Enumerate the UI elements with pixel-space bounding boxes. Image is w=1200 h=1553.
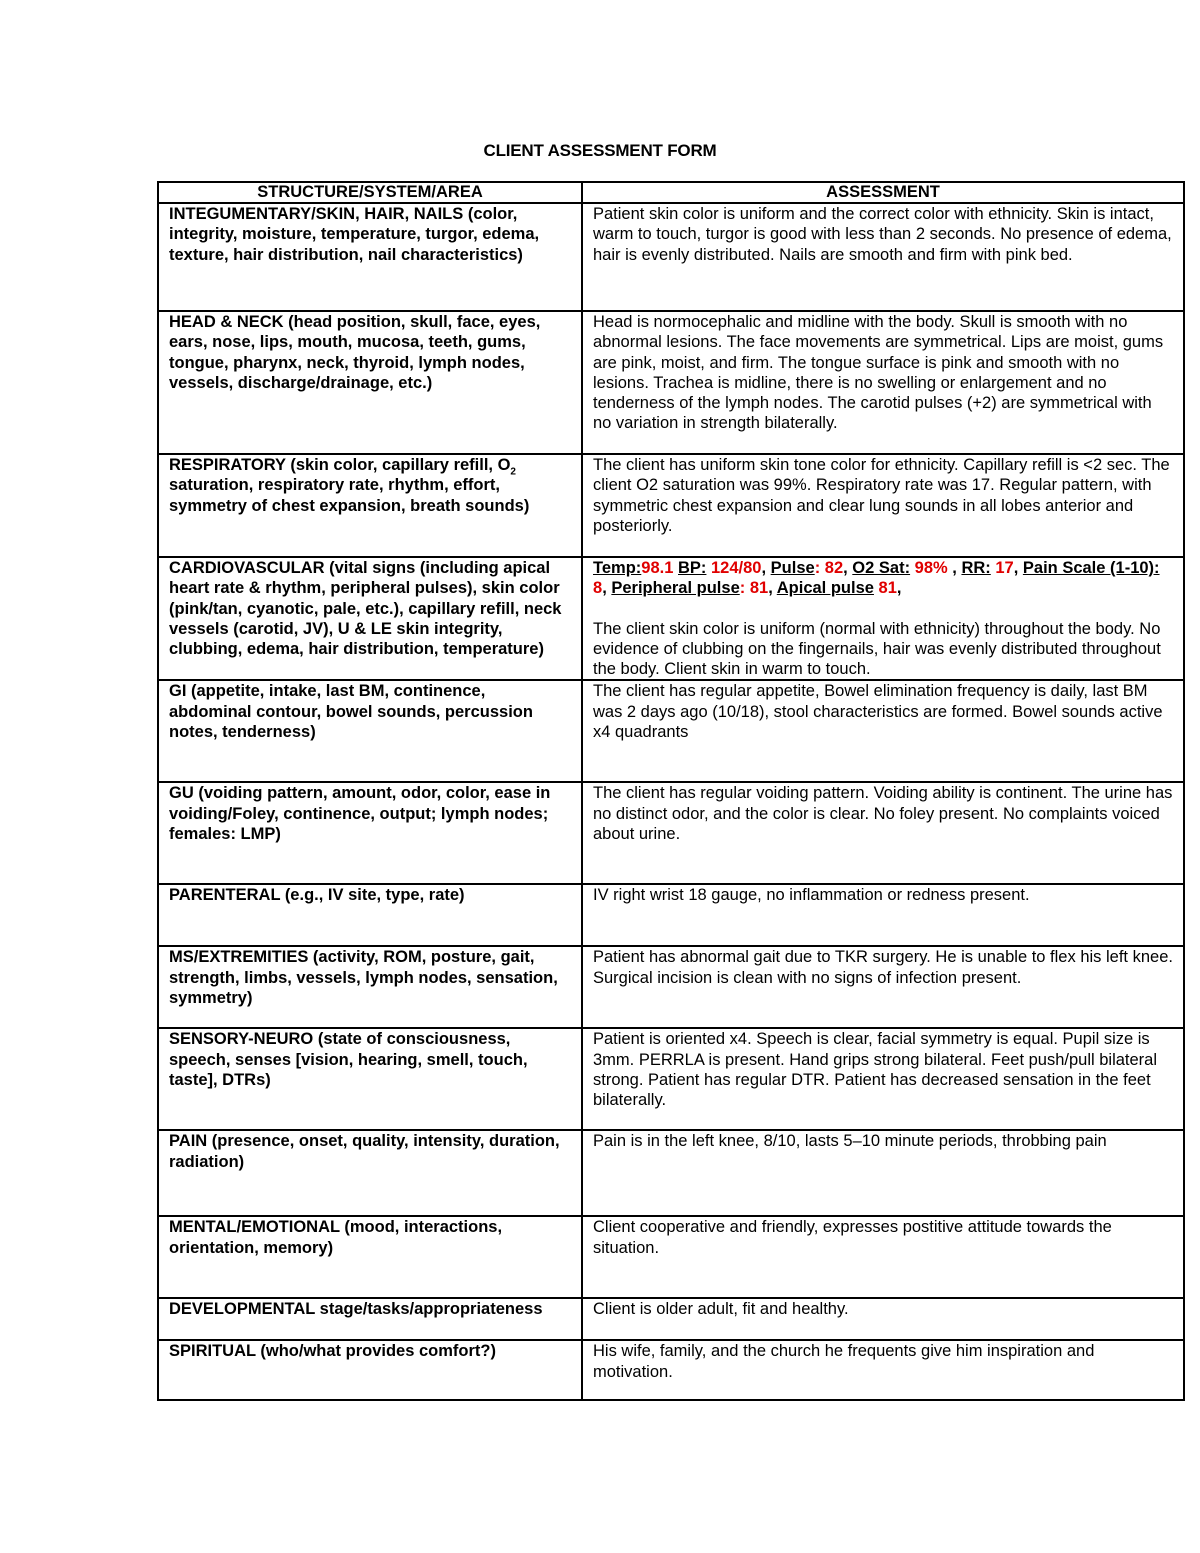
integumentary-area: INTEGUMENTARY/SKIN, HAIR, NAILS (color, integrity, moisture, temperature, turgor, edema, texture, hair distribution, nail characteristics) xyxy=(158,203,582,311)
vital-pain-scale: Pain Scale (1-10): 8, xyxy=(593,559,1160,598)
cardiovascular-assessment-cell xyxy=(582,557,1184,680)
ms-extremities-area: MS/EXTREMITIES (activity, ROM, posture, gait, strength, limbs, vessels, lymph nodes, sensation, symmetry) xyxy=(158,946,582,1028)
cardiovascular-assessment: The client skin color is uniform (normal with ethnicity) throughout the body. No evidence of clubbing on the fingernails, hair was evenly distributed throughout the body. Client skin in warm to touch. xyxy=(593,619,1161,679)
table-row xyxy=(158,311,1184,454)
developmental-area: DEVELOPMENTAL stage/tasks/appropriateness xyxy=(158,1298,582,1340)
vital-peripheral-pulse: Peripheral pulse: 81, xyxy=(611,579,777,598)
ms-extremities-assessment: Patient has abnormal gait due to TKR surgery. He is unable to flex his left knee. Surgical incision is clean with no signs of infection present. xyxy=(582,946,1184,1028)
pain-area: PAIN (presence, onset, quality, intensity, duration, radiation) xyxy=(158,1130,582,1216)
table-row xyxy=(158,1028,1184,1130)
table-header-row xyxy=(158,182,1184,203)
table-row xyxy=(158,203,1184,311)
table-row xyxy=(158,680,1184,782)
developmental-assessment: Client is older adult, fit and healthy. xyxy=(582,1298,1184,1340)
respiratory-assessment: The client has uniform skin tone color for ethnicity. Capillary refill is <2 sec. The client O2 saturation was 99%. Respiratory rate was 17. Regular pattern, with symmetric chest expansion and clear lung sounds in all lobes anterior and posteriorly. xyxy=(582,454,1184,557)
vital-pulse: Pulse: 82, xyxy=(770,559,853,577)
spiritual-assessment: His wife, family, and the church he frequents give him inspiration and motivation. xyxy=(582,1340,1184,1400)
assessment-table xyxy=(157,181,1185,1401)
table-row xyxy=(158,1216,1184,1298)
respiratory-area-pre: RESPIRATORY (skin color, capillary refill, O xyxy=(169,456,511,474)
assessment-column-header: ASSESSMENT xyxy=(582,182,1184,203)
vital-o2-sat: O2 Sat: 98% , xyxy=(852,559,962,577)
parenteral-area: PARENTERAL (e.g., IV site, type, rate) xyxy=(158,884,582,946)
table-row xyxy=(158,1298,1184,1340)
head-neck-assessment: Head is normocephalic and midline with the body. Skull is smooth with no abnormal lesions. The face movements are symmetrical. Lips are moist, gums are pink, moist, and firm. The tongue surface is pink and smooth with no lesions. Trachea is midline, there is no swelling or enlargement and no tenderness of the lymph nodes. The carotid pulses (+2) are symmetrical with no variation in strength bilaterally. xyxy=(582,311,1184,454)
mental-emotional-area: MENTAL/EMOTIONAL (mood, interactions, orientation, memory) xyxy=(158,1216,582,1298)
vital-signs xyxy=(593,558,1173,599)
mental-emotional-assessment: Client cooperative and friendly, expresses postitive attitude towards the situation. xyxy=(582,1216,1184,1298)
gi-assessment: The client has regular appetite, Bowel elimination frequency is daily, last BM was 2 days ago (10/18), stool characteristics are formed. Bowel sounds active x4 quadrants xyxy=(582,680,1184,782)
spiritual-area: SPIRITUAL (who/what provides comfort?) xyxy=(158,1340,582,1400)
sensory-neuro-assessment: Patient is oriented x4. Speech is clear, facial symmetry is equal. Pupil size is 3mm. PERRLA is present. Hand grips strong bilateral. Feet push/pull bilateral strong. Patient has regular DTR. Patient has decreased sensation in the feet bilaterally. xyxy=(582,1028,1184,1130)
table-row xyxy=(158,946,1184,1028)
area-column-header: STRUCTURE/SYSTEM/AREA xyxy=(158,182,582,203)
table-row xyxy=(158,782,1184,884)
table-row xyxy=(158,557,1184,680)
cardiovascular-area: CARDIOVASCULAR (vital signs (including apical heart rate & rhythm, peripheral pulses), skin color (pink/tan, cyanotic, pale, etc.), capillary refill, neck vessels (carotid, JV), U & LE skin integrity, clubbing, edema, hair distribution, temperature) xyxy=(158,557,582,680)
vital-bp: BP: 124/80, xyxy=(678,559,771,577)
respiratory-area xyxy=(158,454,582,557)
integumentary-assessment: Patient skin color is uniform and the correct color with ethnicity. Skin is intact, warm to touch, turgor is good with less than 2 seconds. No presence of edema, hair is evenly distributed. Nails are smooth and firm with pink bed. xyxy=(582,203,1184,311)
sensory-neuro-area: SENSORY-NEURO (state of consciousness, speech, senses [vision, hearing, smell, touch, taste], DTRs) xyxy=(158,1028,582,1130)
vital-temp: Temp:98.1 xyxy=(593,559,674,577)
table-row xyxy=(158,1130,1184,1216)
respiratory-area-post: saturation, respiratory rate, rhythm, effort, symmetry of chest expansion, breath sounds) xyxy=(169,476,530,515)
gu-assessment: The client has regular voiding pattern. Voiding ability is continent. The urine has no distinct odor, and the color is clear. No foley present. No complaints voiced about urine. xyxy=(582,782,1184,884)
table-row xyxy=(158,1340,1184,1400)
pain-assessment: Pain is in the left knee, 8/10, lasts 5–10 minute periods, throbbing pain xyxy=(582,1130,1184,1216)
gi-area: GI (appetite, intake, last BM, continence, abdominal contour, bowel sounds, percussion notes, tenderness) xyxy=(158,680,582,782)
respiratory-area-sub: 2 xyxy=(510,466,516,478)
vital-apical-pulse: Apical pulse 81, xyxy=(776,579,902,598)
table-row xyxy=(158,454,1184,557)
gu-area: GU (voiding pattern, amount, odor, color, ease in voiding/Foley, continence, output; lymph nodes; females: LMP) xyxy=(158,782,582,884)
vital-rr: RR: 17, xyxy=(961,559,1023,577)
form-title: CLIENT ASSESSMENT FORM xyxy=(483,141,717,160)
head-neck-area: HEAD & NECK (head position, skull, face, eyes, ears, nose, lips, mouth, mucosa, teeth, gums, tongue, pharynx, neck, thyroid, lymph nodes, vessels, discharge/drainage, etc.) xyxy=(158,311,582,454)
parenteral-assessment: IV right wrist 18 gauge, no inflammation or redness present. xyxy=(582,884,1184,946)
table-row xyxy=(158,884,1184,946)
